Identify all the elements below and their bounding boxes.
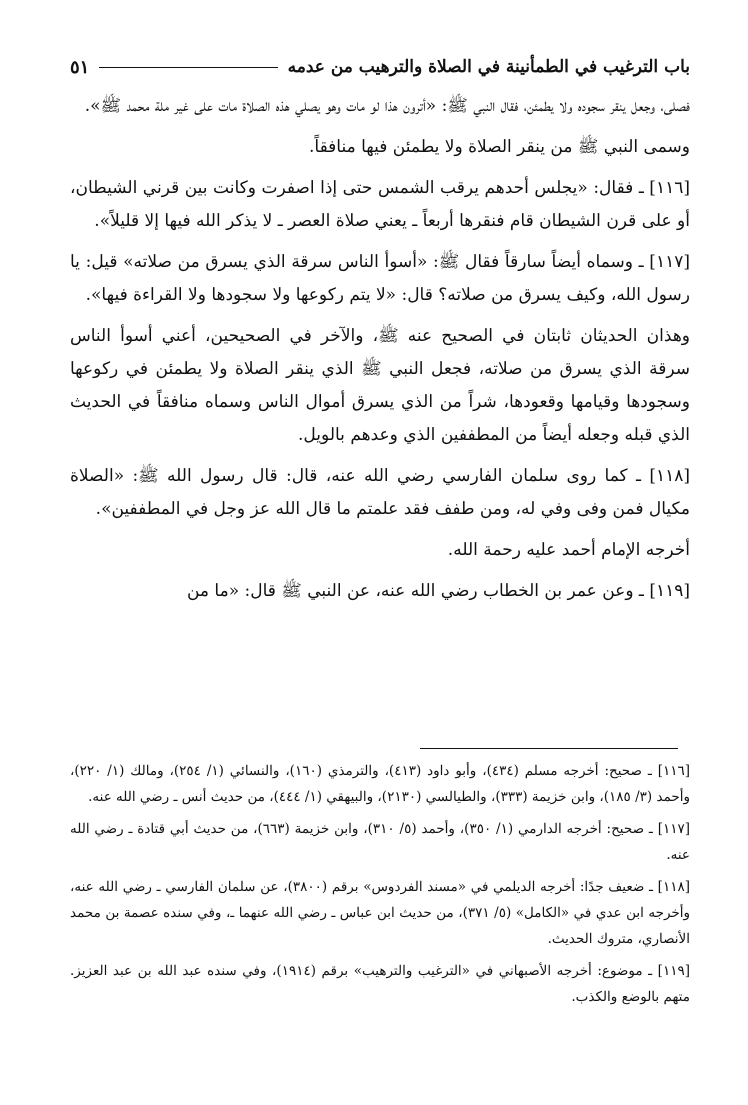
main-text <box>70 90 690 616</box>
page-header <box>70 52 690 82</box>
paragraph: وسمى النبي ﷺ من ينقر الصلاة ولا يطمئن فيها منافقاً. <box>308 137 690 157</box>
paragraph-hadith-116: [١١٦] ـ فقال: «يجلس أحدهم يرقب الشمس حتى إذا اصفرت وكانت بين قرني الشيطان، أو على قرن الشيطان قام فنقرها أربعاً ـ يعني صلاة العصر ـ لا يذكر الله فيها إلا قليلاً». <box>70 178 690 231</box>
footnote-119: [١١٩] ـ موضوع: أخرجه الأصبهاني في «الترغيب والترهيب» برقم (١٩١٤)، وفي سنده عبد الله بن عبد العزيز. متهم بالوضع والكذب. <box>70 963 690 1005</box>
paragraph: وهذان الحديثان ثابتان في الصحيح عنه ﷺ، والآخر في الصحيحين، أعني أسوأ الناس سرقة الذي يسرق من صلاته، فجعل النبي ﷺ الذي ينقر الصلاة ولا يطمئن في ركوعها وسجودها وقيامها وقعودها، شراً من الذي يسرق أموال الناس وسماه منافقاً في الحديث الذي قبله وجعله أيضاً من المطففين الذي وعدهم بالويل. <box>70 326 690 445</box>
paragraph: فصلى، وجعل ينقر سجوده ولا يطمئن، فقال النبي ﷺ: «أترون هذا لو مات وهو يصلي هذه الصلاة مات على غير ملة محمد ﷺ». <box>84 96 690 116</box>
paragraph: أخرجه الإمام أحمد عليه رحمة الله. <box>447 540 690 560</box>
footnote-116: [١١٦] ـ صحيح: أخرجه مسلم (٤٣٤)، وأبو داود (٤١٣)، والترمذي (١٦٠)، والنسائي (١/ ٢٥٤)، ومالك (١/ ٢٢٠)، وأحمد (٣/ ١٨٥)، وابن خزيمة (٣٣٣)، والطيالسي (٢١٣٠)، والبيهقي (١/ ٤٤٤)، من حديث أنس ـ رضي الله عنه. <box>70 763 691 805</box>
page-number: ٥١ <box>70 56 90 78</box>
footnotes <box>70 758 690 1016</box>
footnote-118: [١١٨] ـ ضعيف جدًا: أخرجه الديلمي في «مسند الفردوس» برقم (٣٨٠٠)، عن سلمان الفارسي ـ رضي الله عنه، وأخرجه ابن عدي في «الكامل» (٥/ ٣٧١)، من حديث ابن عباس ـ رضي الله عنهما ـ، وفي سنده عصمة بن محمد الأنصاري، متروك الحديث. <box>70 879 691 947</box>
paragraph-hadith-117: [١١٧] ـ وسماه أيضاً سارقاً فقال ﷺ: «أسوأ الناس سرقة الذي يسرق من صلاته» قيل: يا رسول الله، وكيف يسرق من صلاته؟ قال: «لا يتم ركوعها ولا سجودها ولا القراءة فيها». <box>70 252 690 305</box>
paragraph-hadith-119: [١١٩] ـ وعن عمر بن الخطاب رضي الله عنه، عن النبي ﷺ قال: «ما من <box>186 581 690 601</box>
footnote-separator <box>420 748 678 749</box>
paragraph-hadith-118: [١١٨] ـ كما روى سلمان الفارسي رضي الله عنه، قال: قال رسول الله ﷺ: «الصلاة مكيال فمن وفى وفي له، ومن طفف فقد علمتم ما قال الله عز وجل في المطففين». <box>70 466 690 519</box>
footnote-117: [١١٧] ـ صحيح: أخرجه الدارمي (١/ ٣٥٠)، وأحمد (٥/ ٣١٠)، وابن خزيمة (٦٦٣)، من حديث أبي قتادة ـ رضي الله عنه. <box>70 821 691 863</box>
header-rule <box>99 67 277 68</box>
running-title: باب الترغيب في الطمأنينة في الصلاة والترهيب من عدمه <box>287 57 690 77</box>
